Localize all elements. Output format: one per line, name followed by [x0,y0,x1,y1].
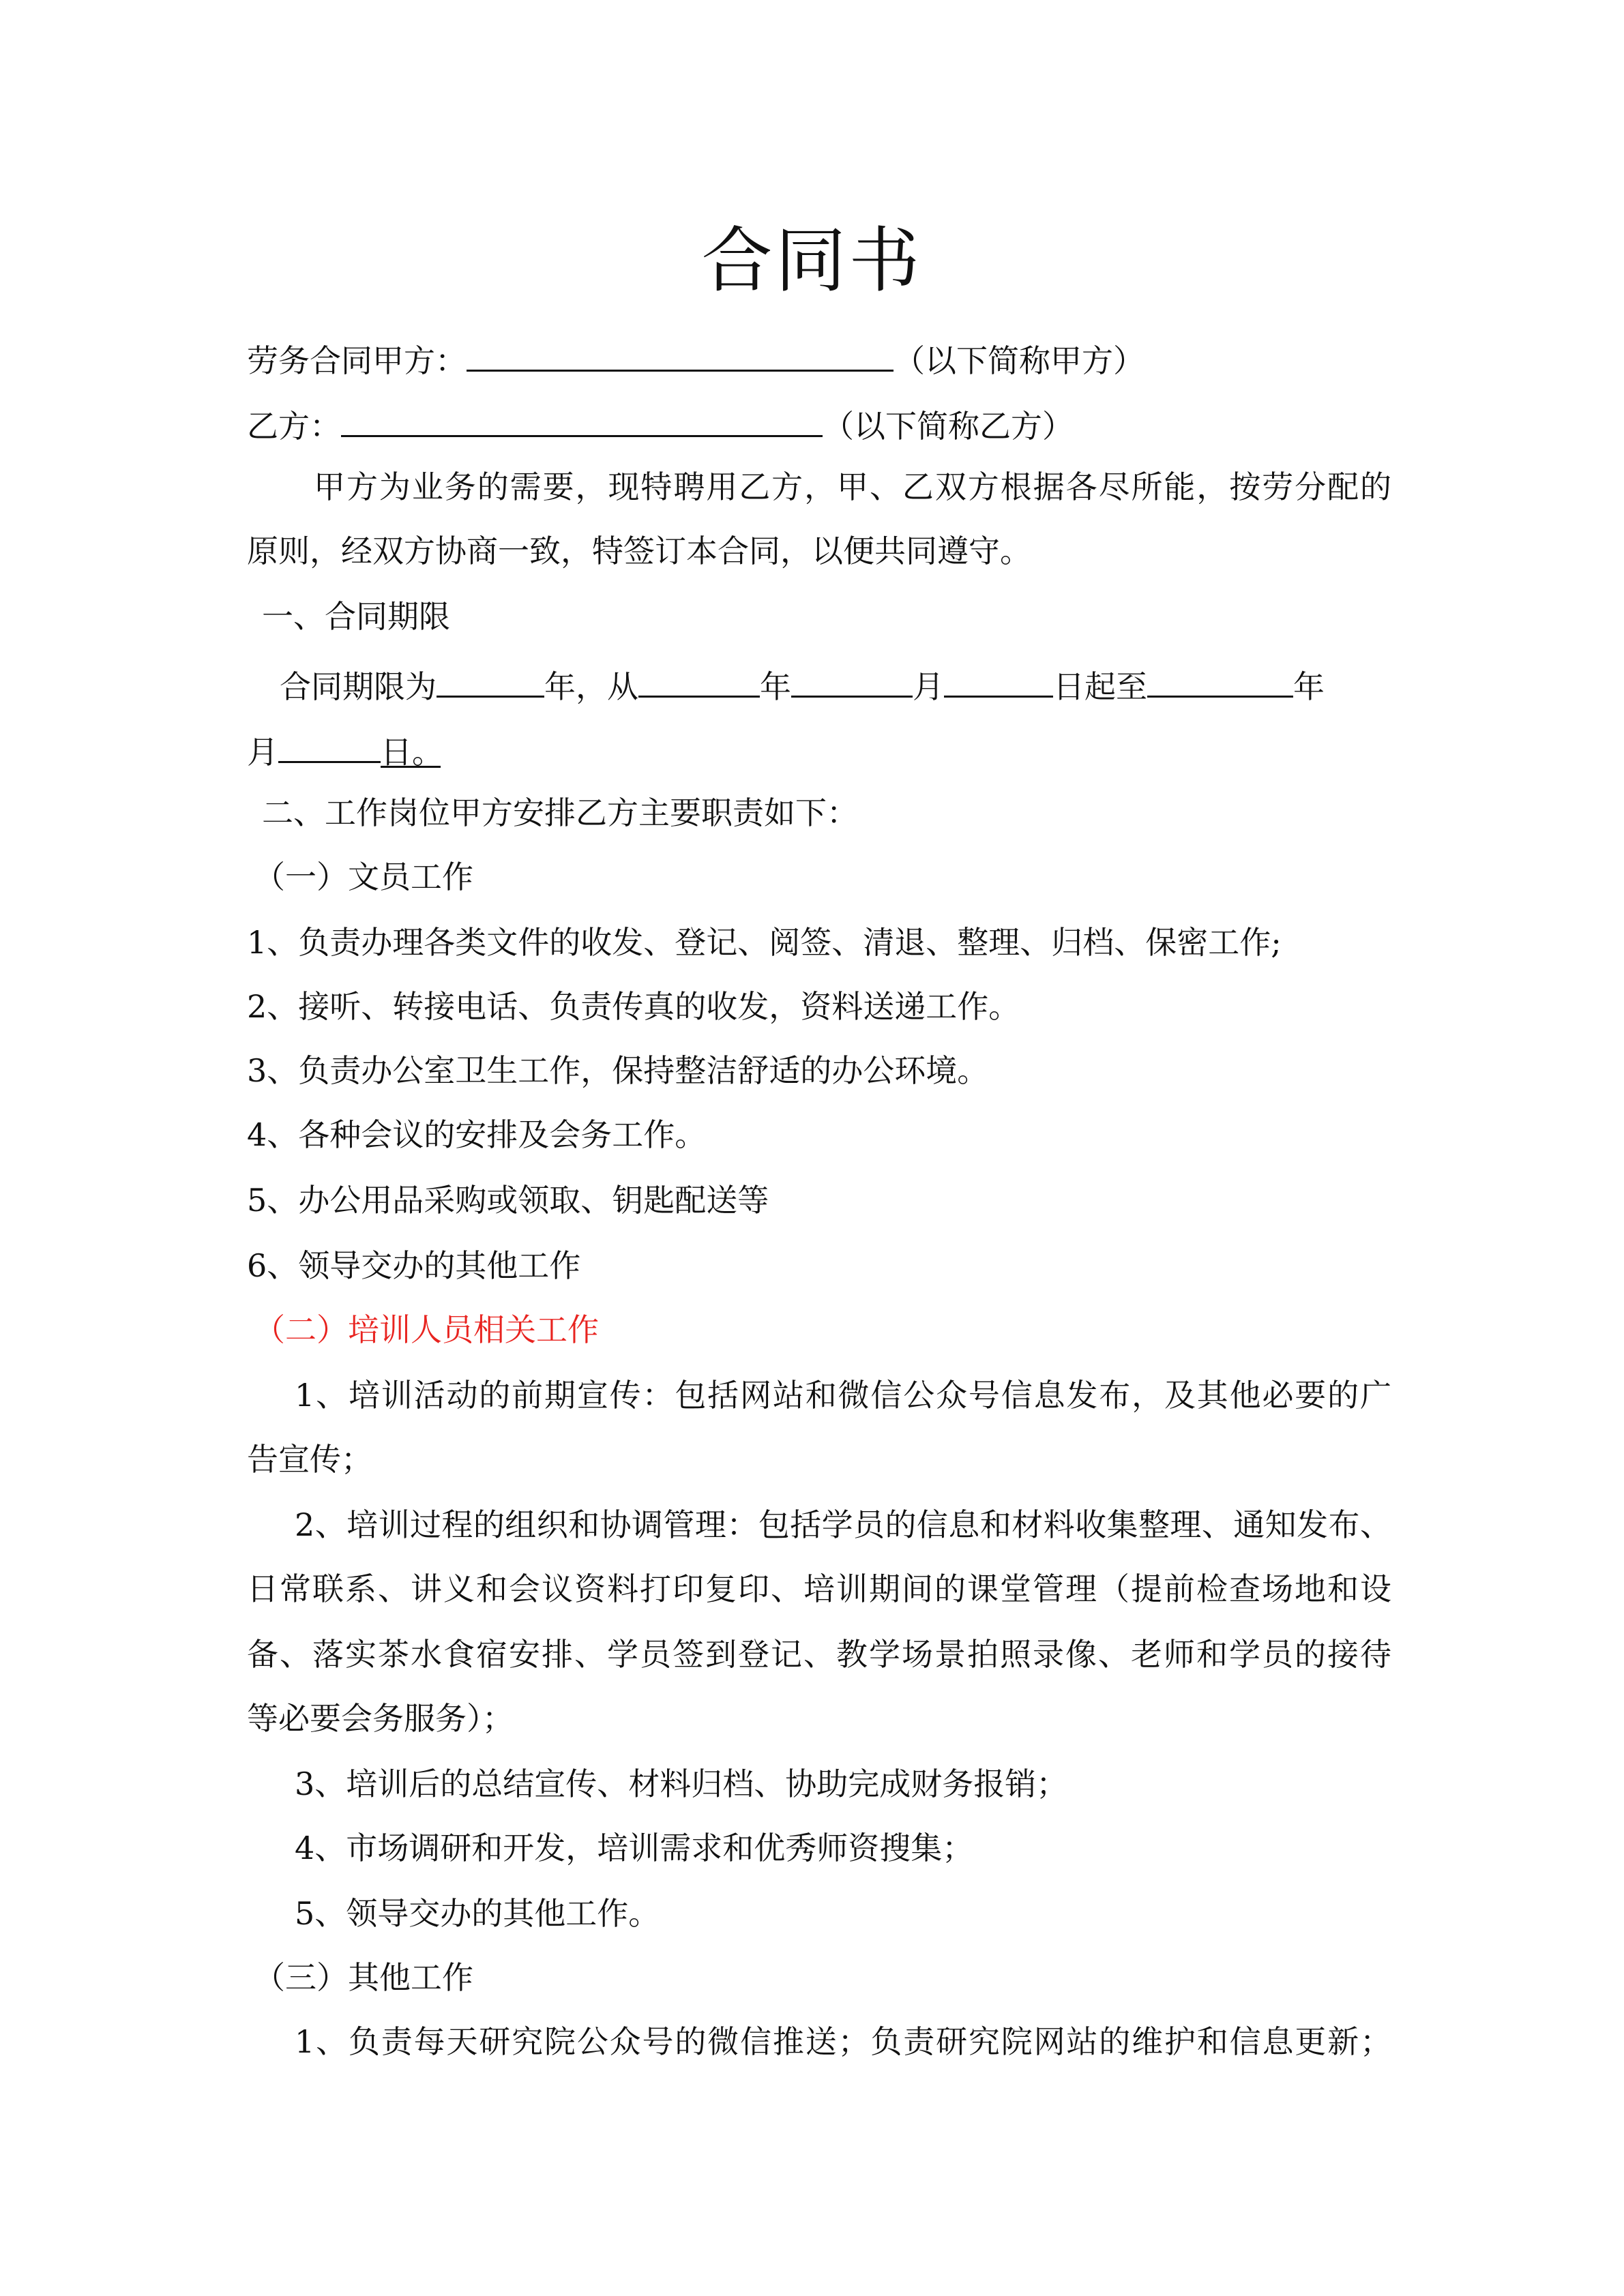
sub-1-item-5: 5、办公用品采购或领取、钥匙配送等 [247,1182,769,1219]
term-years-blank[interactable] [437,661,544,698]
term-year-from: 年，从 [544,668,638,705]
sub-2-item-1-line-2: 告宣传； [247,1441,372,1478]
sub-2-item-5: 5、领导交办的其他工作。 [295,1895,660,1932]
sub-2-item-1-line-1: 1、培训活动的前期宣传：包括网站和微信公众号信息发布，及其他必要的广 [295,1377,1391,1414]
party-a-suffix: （以下简称甲方） [894,342,1145,379]
end-day-label: 日。 [381,732,441,768]
sub-1-heading: （一）文员工作 [254,859,473,895]
document-title: 合同书 [701,219,923,302]
party-b-label: 乙方： [247,408,341,445]
section-1-heading: 一、合同期限 [262,598,450,635]
sub-2-item-4: 4、市场调研和开发，培训需求和优秀师资搜集； [295,1830,974,1866]
sub-2-item-2-line-3: 备、落实茶水食宿安排、学员签到登记、教学场景拍照录像、老师和学员的接待 [247,1636,1391,1673]
term-prefix: 合同期限为 [280,668,437,705]
sub-1-item-2: 2、接听、转接电话、负责传真的收发，资料送递工作。 [247,988,1020,1025]
sub-2-item-3: 3、培训后的总结宣传、材料归档、协助完成财务报销； [295,1765,1068,1802]
sub-2-item-2-line-1: 2、培训过程的组织和协调管理：包括学员的信息和材料收集整理、通知发布、 [295,1506,1391,1543]
term-day-to: 日起至 [1053,668,1147,705]
sub-3-item-1: 1、负责每天研究院公众号的微信推送；负责研究院网站的维护和信息更新； [295,2023,1391,2060]
sub-2-heading: （二）培训人员相关工作 [254,1311,599,1348]
party-b-suffix: （以下简称乙方） [823,408,1074,445]
start-month-blank[interactable] [791,661,913,698]
sub-1-item-4: 4、各种会议的安排及会务工作。 [247,1116,707,1153]
intro-line-2: 原则，经双方协商一致，特签订本合同，以便共同遵守。 [247,533,1031,569]
sub-2-item-2-line-4: 等必要会务服务）； [247,1700,514,1737]
party-a-label: 劳务合同甲方： [247,342,467,379]
sub-1-item-3: 3、负责办公室卫生工作，保持整洁舒适的办公环境。 [247,1052,989,1089]
party-a-line [247,336,1393,381]
sub-1-item-1: 1、负责办理各类文件的收发、登记、阅签、清退、整理、归档、保密工作; [247,924,1282,961]
party-a-blank[interactable] [467,336,894,372]
term-year-end: 年 [1293,668,1325,705]
start-day-blank[interactable] [944,661,1053,698]
party-b-blank[interactable] [341,401,823,437]
term-line-2 [247,727,1393,773]
party-b-line [247,401,1393,447]
term-line-1 [280,661,1391,707]
term-year: 年 [760,668,791,705]
start-year-blank[interactable] [638,661,760,698]
sub-2-item-2-line-2: 日常联系、讲义和会议资料打印复印、培训期间的课堂管理（提前检查场地和设 [247,1570,1391,1607]
intro-line-1: 甲方为业务的需要，现特聘用乙方，甲、乙双方根据各尽所能，按劳分配的 [314,468,1391,505]
sub-1-item-6: 6、领导交办的其他工作 [247,1247,581,1284]
sub-3-heading: （三）其他工作 [254,1959,473,1996]
term-line2-month: 月 [247,734,278,771]
term-month: 月 [913,668,944,705]
end-month-blank[interactable] [278,727,381,763]
end-year-blank[interactable] [1147,661,1293,698]
section-2-heading: 二、工作岗位甲方安排乙方主要职责如下： [262,794,858,831]
